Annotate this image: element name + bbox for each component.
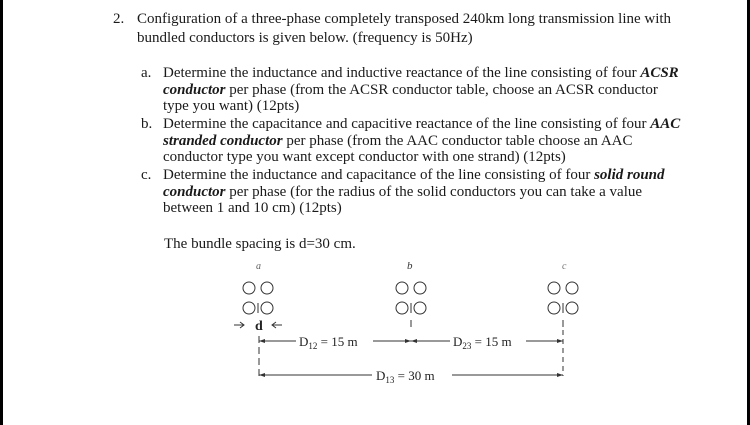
item-label: c.: [141, 167, 152, 183]
item-text-post: per phase (from the ACSR conductor table, choose an ACSR conductor type you want) (12pts): [163, 81, 658, 114]
phase-label-c: c: [562, 261, 567, 272]
spacing-label: d: [255, 319, 263, 334]
item-emphasis: solid round conductor: [163, 167, 665, 200]
question-number: 2.: [113, 11, 125, 27]
bundle-b: [396, 282, 426, 327]
item-text-pre: Determine the capacitance and capacitive reactance of the line consisting of four: [163, 116, 651, 132]
item-emphasis: AAC stranded conductor: [163, 116, 681, 149]
conductor: [414, 282, 426, 294]
conductor: [414, 302, 426, 314]
conductor: [566, 282, 578, 294]
item-text-post: per phase (for the radius of the solid conductors you can take a value between 1 and 10 cm) (12pts): [163, 183, 643, 216]
arrow-right-icon: [405, 339, 411, 343]
dim13-label: $D_{13} = 30$ m: [376, 368, 435, 385]
bundle-a: [243, 282, 273, 314]
conductor: [396, 302, 408, 314]
conductor: [566, 302, 578, 314]
item-text-pre: Determine the inductance and inductive reactance of the line consisting of four: [163, 65, 641, 81]
dim23-label: $D_{23} = 15$ m: [453, 334, 512, 351]
conductor: [548, 282, 560, 294]
item-emphasis: ACSR conductor: [163, 65, 679, 98]
arrow-left-icon: [259, 339, 265, 343]
arrow-right-icon: [557, 373, 563, 377]
conductor: [243, 302, 255, 314]
item-text-post: per phase (from the AAC conductor table choose an AAC conductor type you want except conductor with one strand) (12pts): [163, 132, 633, 165]
phase-label-a: a: [256, 261, 261, 272]
arrow-left-icon: [411, 339, 417, 343]
conductor: [261, 282, 273, 294]
bundle-c: [548, 282, 578, 327]
conductor: [261, 302, 273, 314]
bundle-spacing-text: The bundle spacing is d=30 cm.: [164, 236, 356, 252]
conductor: [548, 302, 560, 314]
conductor: [243, 282, 255, 294]
question-text: Configuration of a three-phase completely transposed 240km long transmission line with bundled conductors is given below. (frequency is 50Hz): [137, 11, 672, 46]
item-label: b.: [141, 116, 153, 132]
item-text-pre: Determine the inductance and capacitance of the line consisting of four: [163, 167, 595, 183]
arrow-left-icon: [259, 373, 265, 377]
item-label: a.: [141, 65, 152, 81]
dim12-label: $D_{12} = 15$ m: [299, 334, 358, 351]
conductor: [396, 282, 408, 294]
arrow-right-icon: [557, 339, 563, 343]
phase-label-b: b: [407, 260, 413, 272]
